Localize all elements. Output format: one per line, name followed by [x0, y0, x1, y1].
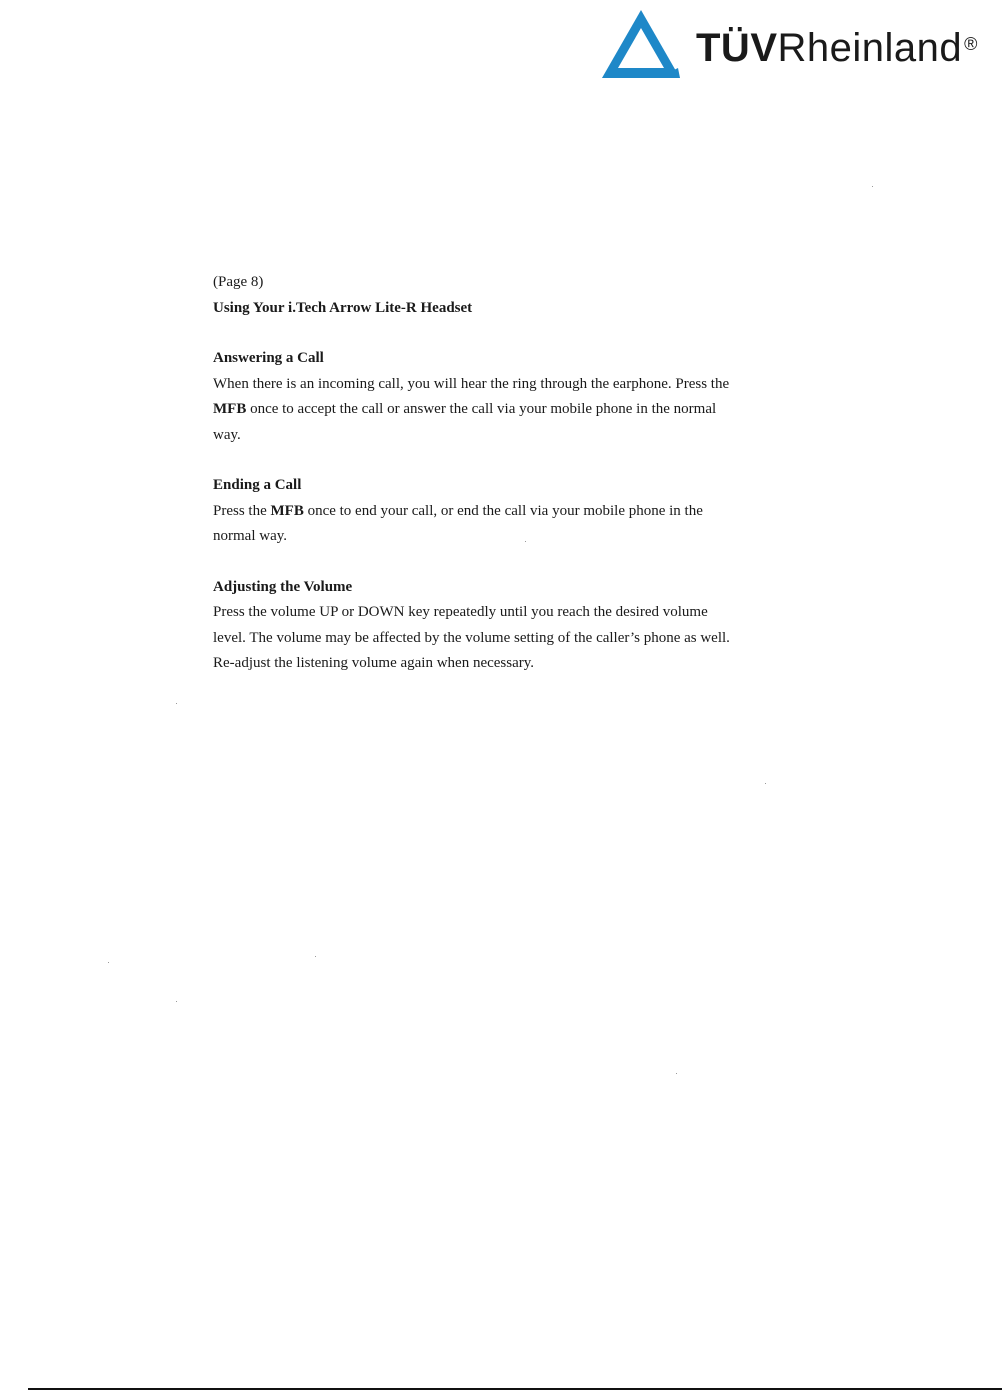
page-reference: (Page 8): [213, 274, 264, 290]
scan-speck: [176, 703, 177, 704]
mfb-label: MFB: [213, 401, 247, 417]
section-heading-volume: Adjusting the Volume: [213, 578, 353, 595]
volume-line-3: Re-adjust the listening volume again when necessary.: [213, 655, 535, 671]
scan-speck: [176, 1001, 177, 1002]
section-heading-ending: Ending a Call: [213, 477, 302, 493]
tuv-rheinland-logo: [600, 8, 1000, 80]
ending-line-1: [213, 499, 813, 525]
volume-line-1: Press the volume UP or DOWN key repeatedly until you reach the desired volume: [213, 604, 708, 620]
document-title: Using Your i.Tech Arrow Lite-R Headset: [213, 299, 473, 316]
scan-speck: [676, 1073, 677, 1074]
answering-line-2-text: once to accept the call or answer the call via your mobile phone in the normal: [246, 401, 717, 417]
answering-line-3: way.: [213, 426, 241, 443]
scan-speck: [315, 956, 316, 957]
scan-speck: [872, 186, 873, 187]
tuv-triangle-logo-icon: [600, 8, 682, 80]
mfb-label: MFB: [270, 502, 304, 519]
ending-line-1-start: Press the: [213, 502, 271, 519]
bottom-rule: [28, 1388, 1002, 1390]
logo-brand-bold: TÜV: [696, 26, 778, 70]
section-heading-answering: Answering a Call: [213, 350, 324, 366]
logo-brand-regular: Rheinland: [777, 26, 963, 70]
answering-line-1: When there is an incoming call, you will hear the ring through the earphone. Press the: [213, 375, 730, 392]
document-body: [213, 270, 813, 677]
logo-wordmark: [696, 24, 978, 72]
scan-speck: [108, 962, 109, 963]
ending-line-1-text: once to end your call, or end the call via your mobile phone in the: [303, 502, 703, 519]
ending-line-2: normal way.: [213, 528, 288, 544]
scan-speck: [765, 783, 766, 784]
answering-line-2: [213, 397, 813, 423]
scan-speck: [525, 541, 526, 542]
registered-mark: ®: [964, 34, 978, 54]
volume-line-2: level. The volume may be affected by the volume setting of the caller’s phone as well.: [213, 629, 730, 646]
